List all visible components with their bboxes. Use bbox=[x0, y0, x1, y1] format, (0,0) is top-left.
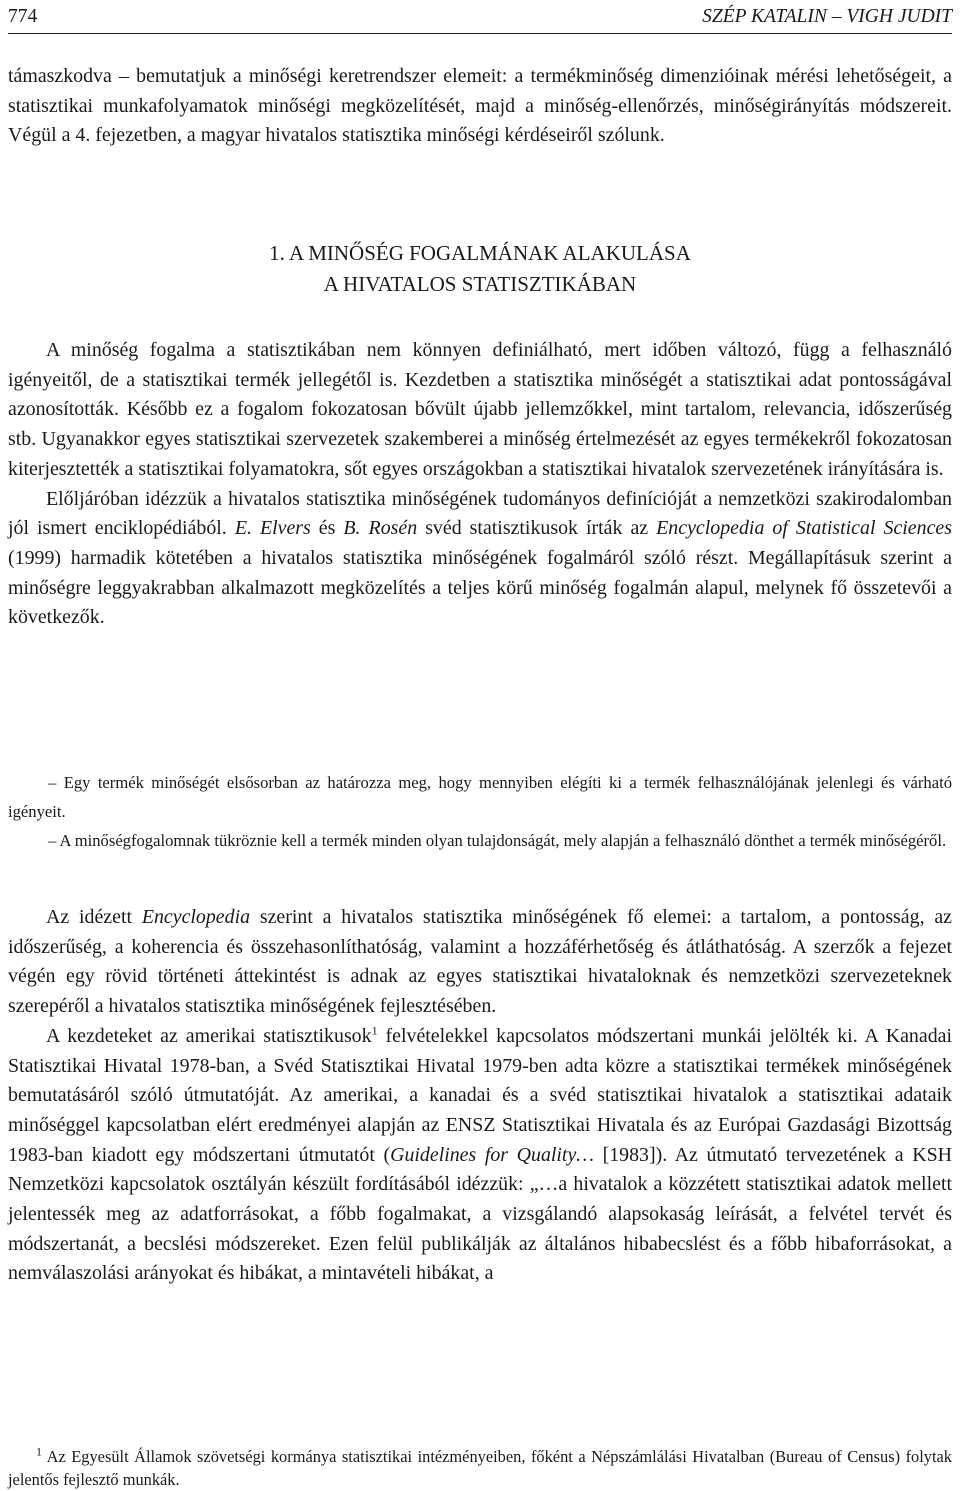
quotation-block bbox=[8, 768, 952, 855]
quote-item-1: – Egy termék minőségét elsősorban az határozza meg, hogy mennyiben elégíti ki a termék felhasználójának jelenlegi és várható igényeit. bbox=[8, 773, 952, 821]
paragraph-3: Az idézett Encyclopedia szerint a hivatalos statisztika minőségének fő elemei: a tartalom, a pontosság, az időszerűség, a koherencia és összehasonlíthatóság, valamint a hozzáférhetőség és átláthatóság. A szerzők a fejezet végén egy rövid történeti áttekintést is adnak az egyes statisztikai hivataloknak és nemzetközi szervezeteknek szerepéről a hivatalos statisztika minőségének fejlesztésében. bbox=[8, 906, 953, 1018]
running-header bbox=[8, 4, 952, 30]
paragraph-4: A kezdeteket az amerikai statisztikusok$^1$ felvételekkel kapcsolatos módszertani munkái jelölték ki. A Kanadai Statisztikai Hivatal 1978-ban, a Svéd Statisztikai Hivatal 1979-ben adta közre a statisztikai termékek minőségének bemutatásáról szóló útmutatóját. Az amerikai, a kanadai és a svéd statisztikai hivatalok a statisztikai adataik minőséggel kapcsolatban elért eredményei alapján az ENSZ Statisztikai Hivatala és az Európai Gazdasági Bizottság 1983-ban kiadott egy módszertani útmutatót (Guidelines for Quality… [1983]). Az útmutató tervezetének a KSH Nemzetközi kapcsolatok osztályán készült fordításából idézzük: „…a hivatalok a közzétett statisztikai adatok mellett jelentessék meg az adatforrásokat, a főbb fogalmakat, a vizsgálandó alapsokaság leírását, a felvétel tervét és módszertanát, a becslési módszereket. Ezen felül publikálják az általános hibabecslést és a főbb hibaforrásokat, a nemválaszolási arányokat és hibákat, a mintavételi hibákat, a bbox=[8, 1023, 953, 1285]
footnote bbox=[8, 1445, 952, 1491]
page-number: 774 bbox=[8, 6, 38, 27]
author-name-rosen: B. Rosén bbox=[343, 517, 418, 540]
encyclopedia-title: Encyclopedia of Statistical Sciences bbox=[656, 517, 952, 540]
paragraph-1: A minőség fogalma a statisztikában nem könnyen definiálható, mert időben változó, függ a felhasználó igényeitől, de a statisztikai termék jellegétől is. Kezdetben a statisztika minőségét a statisztikai adat pontosságával azonosították. Később ez a fogalom fokozatosan bővült újabb jellemzőkkel, mint tartalom, relevancia, időszerűség stb. Ugyanakkor egyes statisztikai szervezetek szakemberei a minőség értelmezését az egyes termékekről fokozatosan kiterjesztették a statisztikai folyamatokra, sőt egyes országokban a statisztikai hivatalok szervezetének irányítására is. bbox=[8, 339, 952, 480]
guidelines-title: Guidelines for Quality… bbox=[390, 1143, 594, 1166]
section-body-continued bbox=[8, 903, 952, 1289]
section-heading-line2: A HIVATALOS STATISZTIKÁBAN bbox=[323, 272, 637, 296]
paragraph-2: Előljáróban idézzük a hivatalos statisztika minőségének tudományos definícióját a nemzetközi szakirodalomban jól ismert enciklopédiából. E. Elvers és B. Rosén svéd statisztikusok írták az Encyclopedia of Statistical Sciences (1999) harmadik kötetében a hivatalos statisztika minőségének fogalmáról szóló részt. Megállapításuk szerint a minőségre leggyakrabban alkalmazott megközelítés a teljes körű minőség fogalmán alapul, melynek fő összetevői a következők. bbox=[8, 487, 952, 629]
section-heading bbox=[0, 238, 960, 300]
intro-block bbox=[8, 62, 952, 151]
running-head-authors: SZÉP KATALIN – VIGH JUDIT bbox=[702, 6, 952, 27]
header-rule bbox=[8, 33, 952, 34]
encyclopedia-short-title: Encyclopedia bbox=[141, 906, 251, 928]
footnote-text: Az Egyesült Államok szövetségi kormánya statisztikai intézményeiben, főként a Népszámlálási Hivatalban (Bureau of Census) folytak jelentős fejlesztő munkák. bbox=[8, 1447, 952, 1489]
section-heading-line1: 1. A MINŐSÉG FOGALMÁNAK ALAKULÁSA bbox=[269, 241, 691, 265]
section-body bbox=[8, 336, 952, 633]
footnote-reference[interactable]: 1 bbox=[371, 1023, 378, 1038]
quote-item-2: – A minőségfogalomnak tükröznie kell a termék minden olyan tulajdonságát, mely alapján a felhasználó dönthet a termék minőségéről. bbox=[48, 831, 947, 850]
footnote-mark: 1 bbox=[36, 1444, 42, 1459]
intro-paragraph: támaszkodva – bemutatjuk a minőségi keretrendszer elemeit: a termékminőség dimenzióinak mérési lehetőségeit, a statisztikai munkafolyamatok minőségi megközelítését, majd a minőség-ellenőrzés, minőségirányítás módszereit. Végül a 4. fejezetben, a magyar hivatalos statisztika minőségi kérdéseiről szólunk. bbox=[8, 65, 952, 147]
author-name-elvers: E. Elvers bbox=[234, 517, 311, 540]
